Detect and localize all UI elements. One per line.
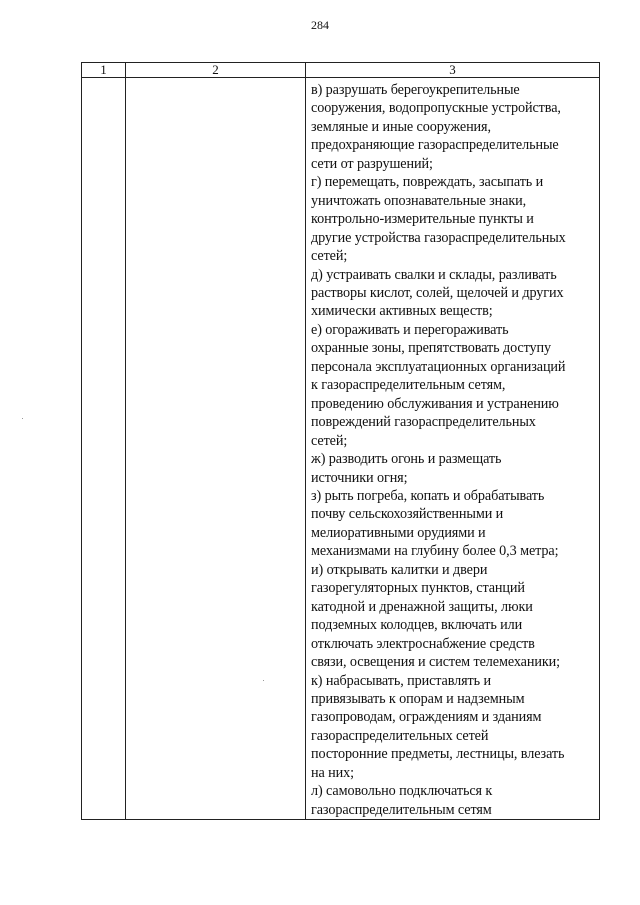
text-line: в) разрушать берегоукрепительные — [311, 82, 520, 98]
text-line: уничтожать опознавательные знаки, — [311, 192, 527, 209]
text-line: и) открывать калитки и двери — [311, 561, 488, 578]
text-line: отключать электроснабжение средств — [311, 635, 535, 652]
text-line: к) набрасывать, приставлять и — [311, 672, 491, 689]
text-line: связи, освещения и систем телемеханики; — [311, 654, 560, 671]
text-line: газораспределительных сетей — [311, 727, 489, 744]
text-line: катодной и дренажной защиты, люки — [311, 598, 533, 615]
header-cell-2: 2 — [126, 63, 306, 78]
document-table — [81, 62, 600, 820]
text-line: механизмами на глубину более 0,3 метра; — [311, 543, 559, 560]
text-line: ж) разводить огонь и размещать — [311, 451, 502, 468]
text-line: охранные зоны, препятствовать доступу — [311, 340, 552, 357]
text-line: з) рыть погреба, копать и обрабатывать — [311, 487, 545, 504]
text-line: предохраняющие газораспределительные — [311, 137, 559, 154]
text-line: л) самовольно подключаться к — [311, 783, 493, 800]
column-3-text — [306, 78, 599, 819]
header-cell-3: 3 — [306, 63, 600, 78]
text-line: другие устройства газораспределительных — [311, 229, 566, 246]
text-line: сетей; — [311, 248, 348, 265]
text-line: газорегуляторных пунктов, станций — [311, 580, 525, 597]
text-line: д) устраивать свалки и склады, разливать — [311, 266, 557, 283]
text-line: земляные и иные сооружения, — [311, 118, 491, 135]
page-number: 284 — [311, 18, 329, 32]
text-line: растворы кислот, солей, щелочей и других — [311, 284, 564, 301]
scan-speck — [263, 680, 264, 681]
text-line: сооружения, водопропускные устройства, — [311, 100, 561, 117]
text-line: к газораспределительным сетям, — [311, 377, 506, 394]
table-header-row — [82, 63, 600, 78]
text-line: источники огня; — [311, 469, 408, 486]
text-line: сети от разрушений; — [311, 155, 433, 172]
text-line: персонала эксплуатационных организаций — [311, 358, 566, 375]
text-line: на них; — [311, 764, 354, 781]
column-2-cell — [126, 78, 306, 820]
text-line: г) перемещать, повреждать, засыпать и — [311, 174, 544, 191]
table-body-row — [82, 78, 600, 820]
text-line: привязывать к опорам и надземным — [311, 690, 525, 707]
text-line: газопроводам, ограждениям и зданиям — [311, 709, 542, 726]
column-1-cell — [82, 78, 126, 820]
text-line: мелиоративными орудиями и — [311, 524, 486, 541]
text-line: газораспределительным сетям — [311, 801, 492, 818]
text-line: почву сельскохозяйственными и — [311, 506, 504, 523]
text-line: сетей; — [311, 432, 348, 449]
text-line: контрольно-измерительные пункты и — [311, 211, 534, 228]
scan-speck — [22, 418, 23, 419]
text-line: посторонние предметы, лестницы, влезать — [311, 746, 565, 763]
text-line: е) огораживать и перегораживать — [311, 321, 509, 338]
text-line: подземных колодцев, включать или — [311, 617, 523, 634]
text-line: повреждений газораспределительных — [311, 414, 536, 431]
column-3-cell — [306, 78, 600, 820]
text-line: химически активных веществ; — [311, 303, 493, 320]
text-line: проведению обслуживания и устранению — [311, 395, 559, 412]
header-cell-1: 1 — [82, 63, 126, 78]
